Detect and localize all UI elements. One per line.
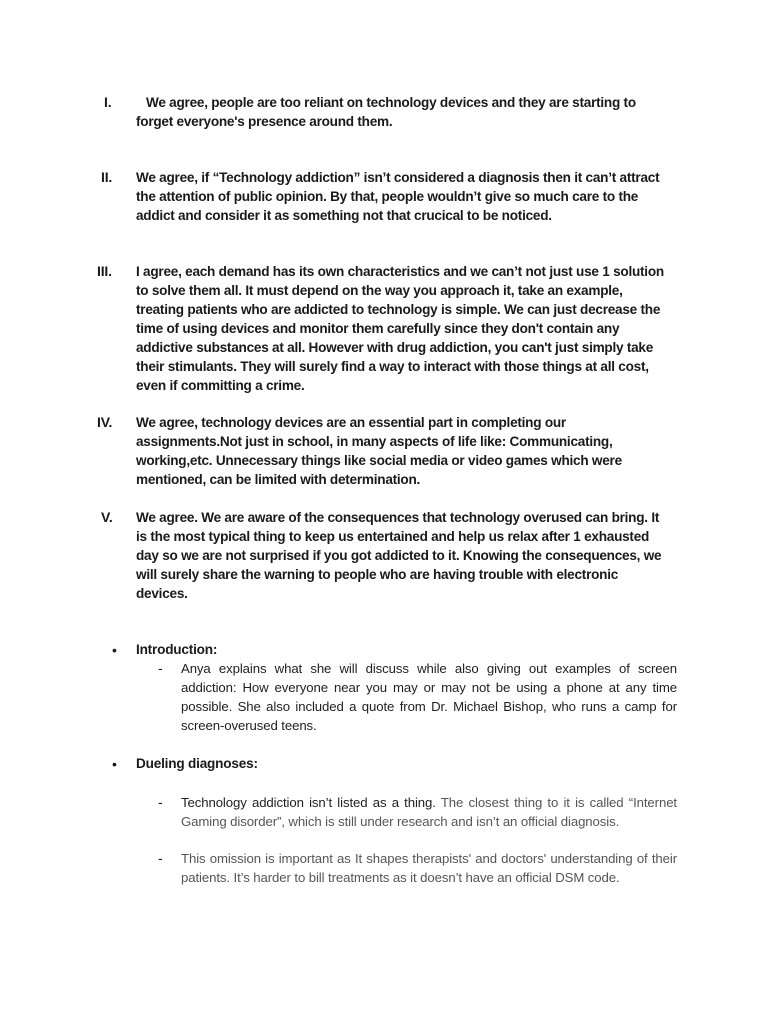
roman-number: I.: [104, 94, 112, 110]
sub-item-text-gray: The closest thing to it is called “Internet Gaming disorder”, which is still under research and isn’t an official diagnosis.: [181, 795, 677, 829]
roman-item-text: I agree, each demand has its own characteristics and we can’t not just use 1 solution to solve them all. It must depend on the way you approach it, take an example, treating patients who are addicted to technology is simple. We can just decrease the time of using devices and monitor them carefully since they don't contain any addictive substances at all. However with drug addiction, you can't just simply take their stimulants. They will surely find a way to interact with those things at all cost, even if committing a crime.: [136, 264, 664, 393]
section-heading: Dueling diagnoses:: [136, 756, 258, 771]
dash-marker: -: [158, 794, 163, 810]
dash-marker: -: [158, 660, 163, 676]
section-heading: Introduction:: [136, 642, 218, 657]
sub-item-text: This omission is important as It shapes therapists' and doctors' understanding of their patients. It’s harder to bill treatments as it doesn’t have an official DSM code.: [181, 851, 677, 885]
roman-number: III.: [97, 263, 112, 279]
bullet-point: •: [112, 642, 117, 658]
roman-item-text: We agree, technology devices are an essential part in completing our assignments.Not just in school, in many aspects of life like: Communicating, working,etc. Unnecessary things like social media or video games which were mentioned, can be limited with determination.: [136, 415, 622, 487]
sub-item-text: Anya explains what she will discuss while also giving out examples of screen addiction: How everyone near you may or may not be using a phone at any time possible. She also included a quote from Dr. Michael Bishop, who runs a camp for screen-overused teens.: [181, 661, 677, 733]
roman-number: V.: [101, 509, 113, 525]
roman-item-text: We agree. We are aware of the consequences that technology overused can bring. It is the most typical thing to keep us entertained and help us relax after 1 exhausted day so we are not surprised if you got addicted to it. Knowing the consequences, we will surely share the warning to people who are having trouble with electronic devices.: [136, 510, 662, 601]
roman-item-text: We agree, if “Technology addiction” isn’t considered a diagnosis then it can’t attract the attention of public opinion. By that, people wouldn’t give so much care to the addict and consider it as something not that crucical to be noticed.: [136, 170, 660, 223]
sub-item-text: [181, 793, 677, 831]
bullet-point: •: [112, 756, 117, 772]
roman-item-text: We agree, people are too reliant on technology devices and they are starting to forget everyone's presence around them.: [136, 95, 636, 129]
sub-item-text-dark: Technology addiction isn’t listed as a thing.: [181, 795, 436, 810]
roman-number: II.: [101, 169, 113, 185]
roman-number: IV.: [97, 414, 113, 430]
dash-marker: -: [158, 850, 163, 866]
